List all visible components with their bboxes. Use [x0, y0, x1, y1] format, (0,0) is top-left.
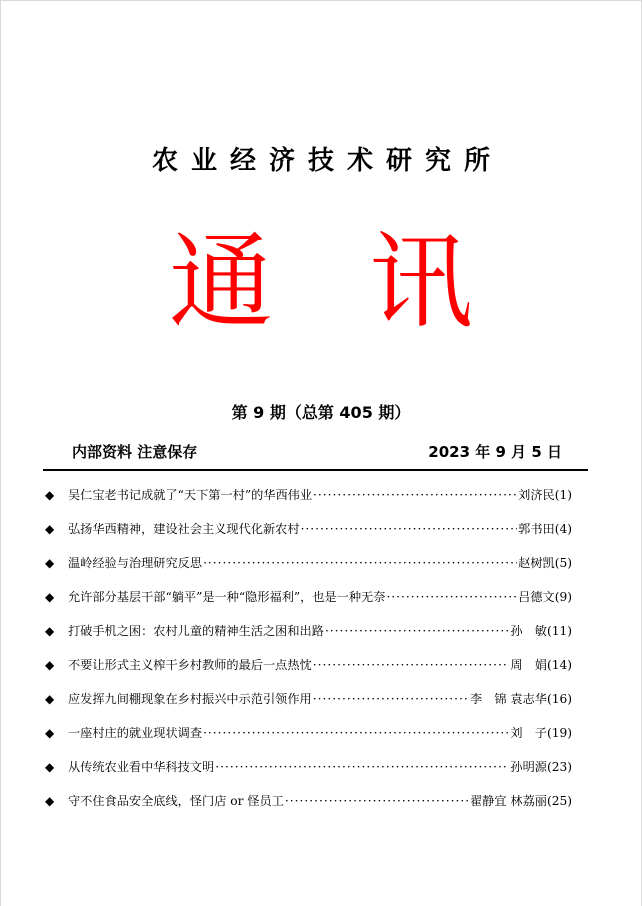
diamond-bullet-icon: ◆	[45, 624, 55, 638]
toc-page: (9)	[554, 590, 572, 604]
toc-title: 不要让形式主义榨干乡村教师的最后一点热忱	[68, 658, 312, 672]
toc-title: 弘扬华西精神，建设社会主义现代化新农村	[68, 522, 300, 536]
toc-entry[interactable]	[45, 724, 572, 758]
toc-author: 刘济民	[518, 488, 555, 502]
toc-page: (19)	[546, 726, 572, 740]
toc-entry[interactable]	[45, 588, 572, 622]
diamond-bullet-icon: ◆	[45, 726, 55, 740]
toc-page: (14)	[546, 658, 572, 672]
toc-title: 打破手机之困：农村儿童的精神生活之困和出路	[68, 624, 324, 638]
toc-page: (1)	[554, 488, 572, 502]
diamond-bullet-icon: ◆	[45, 658, 55, 672]
toc-title: 一座村庄的就业现状调查	[68, 726, 203, 740]
dot-leader	[203, 556, 517, 570]
toc-page: (4)	[554, 522, 572, 536]
dot-leader	[313, 692, 469, 706]
dot-leader	[313, 658, 510, 672]
toc-page: (5)	[554, 556, 572, 570]
toc-author: 赵树凯	[518, 556, 555, 570]
toc-title: 从传统农业看中华科技文明	[68, 760, 215, 774]
toc-author: 郭书田	[518, 522, 555, 536]
diamond-bullet-icon: ◆	[45, 794, 55, 808]
dot-leader	[203, 726, 509, 740]
toc-entry[interactable]	[45, 520, 572, 554]
toc-entry[interactable]	[45, 758, 572, 792]
page-border-top	[0, 0, 642, 1]
dot-leader	[325, 624, 509, 638]
toc-entry[interactable]	[45, 554, 572, 588]
page-border-left	[0, 0, 1, 906]
toc-author: 吕德文	[518, 590, 555, 604]
toc-page: (16)	[546, 692, 572, 706]
institute-name: 农业经济技术研究所	[151, 146, 503, 176]
diamond-bullet-icon: ◆	[45, 692, 55, 706]
header-divider	[43, 469, 588, 471]
toc-author: 周 娟	[510, 658, 547, 672]
masthead-title: 通讯	[168, 221, 569, 343]
toc-page: (25)	[546, 794, 572, 808]
dot-leader	[215, 760, 509, 774]
table-of-contents	[45, 486, 572, 826]
toc-entry[interactable]	[45, 690, 572, 724]
toc-page: (23)	[546, 760, 572, 774]
toc-title: 允许部分基层干部“躺平”是一种“隐形福利”，也是一种无奈	[68, 590, 386, 604]
dot-leader	[301, 522, 518, 536]
toc-page: (11)	[546, 624, 572, 638]
toc-author: 李 锦 袁志华	[469, 692, 547, 706]
dot-leader	[386, 590, 517, 604]
toc-title: 应发挥九间棚现象在乡村振兴中示范引领作用	[68, 692, 312, 706]
diamond-bullet-icon: ◆	[45, 488, 55, 502]
toc-entry[interactable]	[45, 622, 572, 656]
toc-author: 刘 子	[510, 726, 547, 740]
toc-entry[interactable]	[45, 656, 572, 690]
issue-number: 第 9 期（总第 405 期）	[231, 403, 411, 422]
toc-entry[interactable]	[45, 486, 572, 520]
diamond-bullet-icon: ◆	[45, 556, 55, 570]
issue-date: 2023 年 9 月 5 日	[428, 443, 562, 461]
toc-author: 孙明源	[510, 760, 547, 774]
dot-leader	[285, 794, 469, 808]
toc-author: 孙 敏	[510, 624, 547, 638]
toc-entry[interactable]	[45, 792, 572, 826]
diamond-bullet-icon: ◆	[45, 522, 55, 536]
classification-label: 内部资料 注意保存	[72, 443, 198, 461]
diamond-bullet-icon: ◆	[45, 590, 55, 604]
toc-title: 守不住食品安全底线，怪门店 or 怪员工	[68, 794, 284, 808]
toc-author: 翟静宜 林荔丽	[469, 794, 547, 808]
toc-title: 温岭经验与治理研究反思	[68, 556, 203, 570]
dot-leader	[313, 488, 517, 502]
toc-title: 吴仁宝老书记成就了“天下第一村”的华西伟业	[68, 488, 313, 502]
diamond-bullet-icon: ◆	[45, 760, 55, 774]
